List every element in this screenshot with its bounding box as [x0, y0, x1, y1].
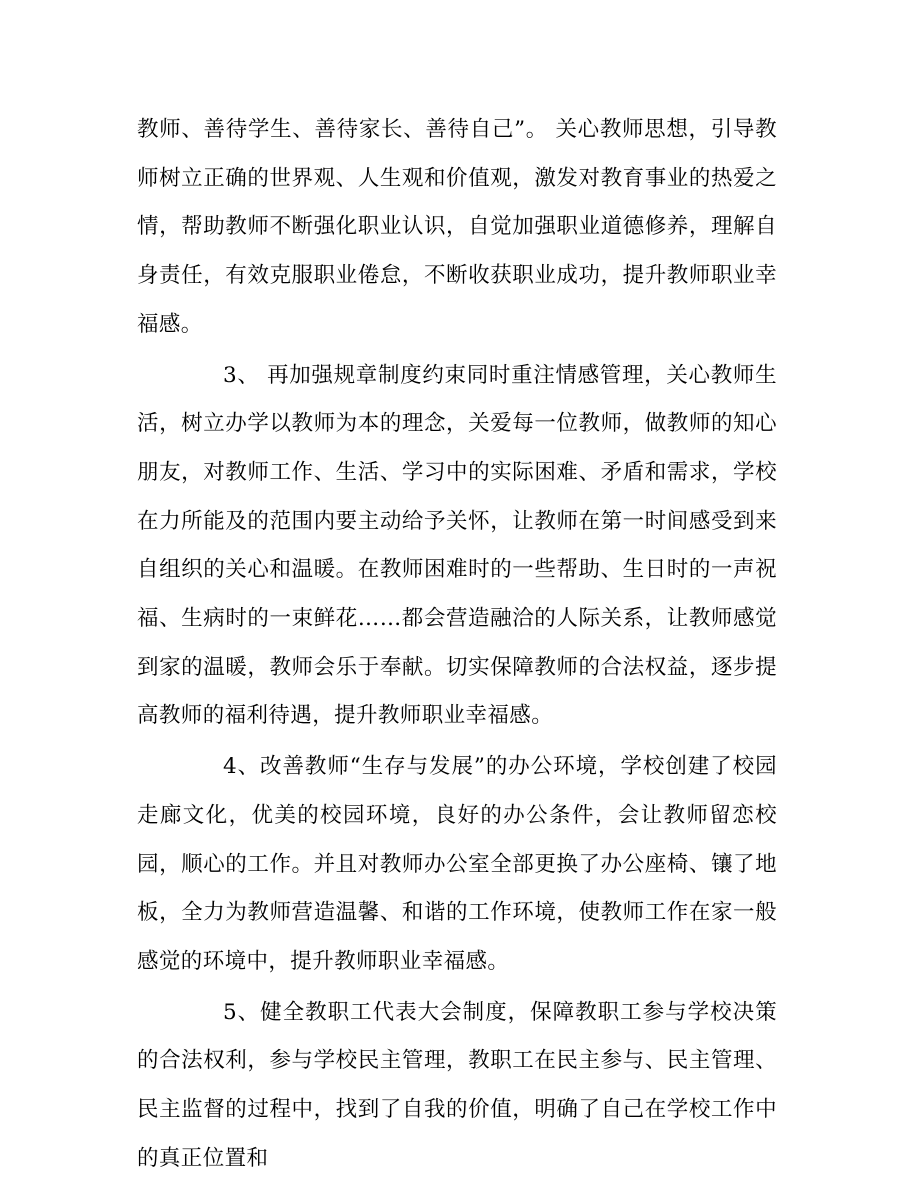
paragraph-1: 教师、善待学生、善待家长、善待自己”。 关心教师思想，引导教师树立正确的世界观、人生观和价值观，激发对教育事业的热爱之情，帮助教师不断强化职业认识，自觉加强职业道德修养，理解自身责任，有效克服职业倦怠，不断收获职业成功，提升教师职业幸福感。: [137, 117, 777, 337]
document-body: [137, 106, 777, 1183]
paragraph-2: 3、 再加强规章制度约束同时重注情感管理，关心教师生活，树立办学以教师为本的理念，关爱每一位教师，做教师的知心朋友，对教师工作、生活、学习中的实际困难、矛盾和需求，学校在力所能及的范围内要主动给予关怀，让教师在第一时间感受到来自组织的关心和温暖。在教师困难时的一些帮助、生日时的一声祝福、生病时的一束鲜花……都会营造融洽的人际关系，让教师感觉到家的温暖，教师会乐于奉献。切实保障教师的合法权益，逐步提高教师的福利待遇，提升教师职业幸福感。: [137, 362, 777, 729]
paragraph-3: 4、改善教师“生存与发展”的办公环境，学校创建了校园走廊文化，优美的校园环境，良好的办公条件，会让教师留恋校园，顺心的工作。并且对教师办公室全部更换了办公座椅、镶了地板，全力为教师营造温馨、和谐的工作环境，使教师工作在家一般感觉的环境中，提升教师职业幸福感。: [137, 754, 777, 974]
paragraph-4: 5、健全教职工代表大会制度，保障教职工参与学校决策的合法权利，参与学校民主管理，教职工在民主参与、民主管理、民主监督的过程中，找到了自我的价值，明确了自己在学校工作中的真正位置和: [137, 999, 777, 1171]
